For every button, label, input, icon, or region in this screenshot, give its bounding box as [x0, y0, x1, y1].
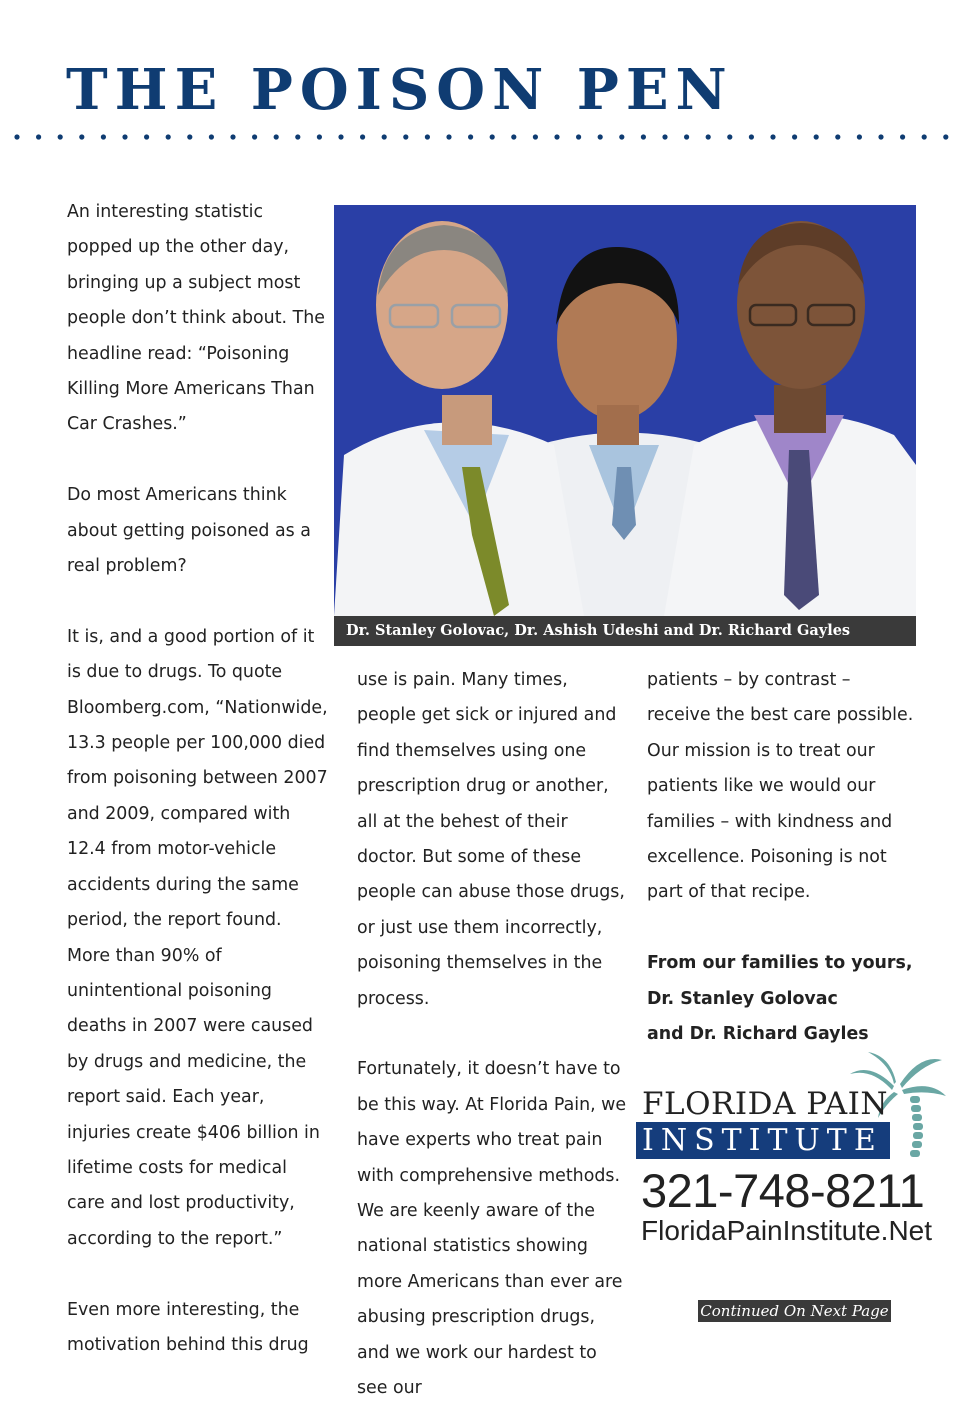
divider-dot [878, 134, 883, 139]
divider-dot [835, 134, 840, 139]
divider-dot [706, 134, 711, 139]
paragraph: An interesting statistic popped up the other day, bringing up a subject most people don’t think about. The headline read: “Poisoning Killing More Americans Than Car Crashes.” [67, 202, 325, 435]
divider-dot [468, 134, 473, 139]
divider-dot [749, 134, 754, 139]
divider-dot [922, 134, 927, 139]
website-url: FloridaPainInstitute.Net [641, 1215, 933, 1246]
divider-dot [187, 134, 192, 139]
divider-dot [338, 134, 343, 139]
divider-dot [900, 134, 905, 139]
logo-line-1: FLORIDA PAIN [642, 1086, 888, 1122]
dotted-divider [12, 130, 952, 144]
divider-dot [101, 134, 106, 139]
divider-dot [144, 134, 149, 139]
divider-dot [641, 134, 646, 139]
divider-dot [425, 134, 430, 139]
divider-dot [317, 134, 322, 139]
divider-dot [36, 134, 41, 139]
signoff [647, 946, 917, 1052]
divider-dot [403, 134, 408, 139]
divider-dot [230, 134, 235, 139]
divider-dot [792, 134, 797, 139]
divider-dot [295, 134, 300, 139]
divider-dot [122, 134, 127, 139]
divider-dot [576, 134, 581, 139]
article-column-1 [67, 195, 329, 1363]
page-title: THE POISON PEN [66, 57, 734, 123]
paragraph: Do most Americans think about getting poisoned as a real problem? [67, 485, 311, 577]
logo-line-2: INSTITUTE [636, 1122, 890, 1159]
continued-banner: Continued On Next Page [698, 1300, 891, 1322]
divider-dot [58, 134, 63, 139]
divider-dot [727, 134, 732, 139]
signoff-line: Dr. Stanley Golovac [647, 988, 838, 1009]
signoff-line: and Dr. Richard Gayles [647, 1024, 869, 1045]
photo-caption: Dr. Stanley Golovac, Dr. Ashish Udeshi and Dr. Richard Gayles [334, 616, 916, 646]
divider-dot [79, 134, 84, 139]
divider-dot [943, 134, 948, 139]
divider-dot [14, 134, 19, 139]
divider-dot [770, 134, 775, 139]
divider-dot [662, 134, 667, 139]
divider-dot [511, 134, 516, 139]
divider-dot [554, 134, 559, 139]
divider-dot [360, 134, 365, 139]
divider-dot [209, 134, 214, 139]
divider-dot [814, 134, 819, 139]
divider-dot [382, 134, 387, 139]
divider-dot [166, 134, 171, 139]
article-column-3 [647, 663, 917, 1052]
divider-dot [598, 134, 603, 139]
paragraph: patients – by contrast – receive the best care possible. Our mission is to treat our patients like we would our families – with kindness and excellence. Poisoning is not part of that recipe. [647, 670, 914, 903]
divider-dot [857, 134, 862, 139]
doctors-photo [334, 205, 916, 616]
divider-dot [533, 134, 538, 139]
signoff-line: From our families to yours, [647, 953, 913, 974]
florida-pain-institute-logo [636, 1052, 946, 1162]
divider-dot [619, 134, 624, 139]
divider-dot [684, 134, 689, 139]
phone-number: 321-748-8211 [641, 1164, 925, 1217]
paragraph: It is, and a good portion of it is due to drugs. To quote Bloomberg.com, “Nationwide, 13.3 people per 100,000 died from poisoning between 2007 and 2009, compared with 12.4 from motor-vehicle accidents during the same period, the report found. More than 90% of unintentional poisoning deaths in 2007 were caused by drugs and medicine, the report said. Each year, injuries create $406 billion in lifetime costs for medical care and lost productivity, according to the report.” [67, 626, 328, 1249]
divider-dot [490, 134, 495, 139]
paragraph: use is pain. Many times, people get sick or injured and find themselves using one prescription drug or another, all at the behest of their doctor. But some of these people can abuse those drugs, or just use them incorrectly, poisoning themselves in the process. [357, 670, 625, 1009]
divider-dot [252, 134, 257, 139]
article-column-2 [357, 663, 629, 1407]
divider-dot [274, 134, 279, 139]
paragraph: Even more interesting, the motivation behind this drug [67, 1299, 309, 1355]
divider-dot [446, 134, 451, 139]
paragraph: Fortunately, it doesn’t have to be this way. At Florida Pain, we have experts who treat pain with comprehensive methods. We are keenly aware of the national statistics showing more Americans than ever are abusing prescription drugs, and we work our hardest to see our [357, 1059, 627, 1399]
